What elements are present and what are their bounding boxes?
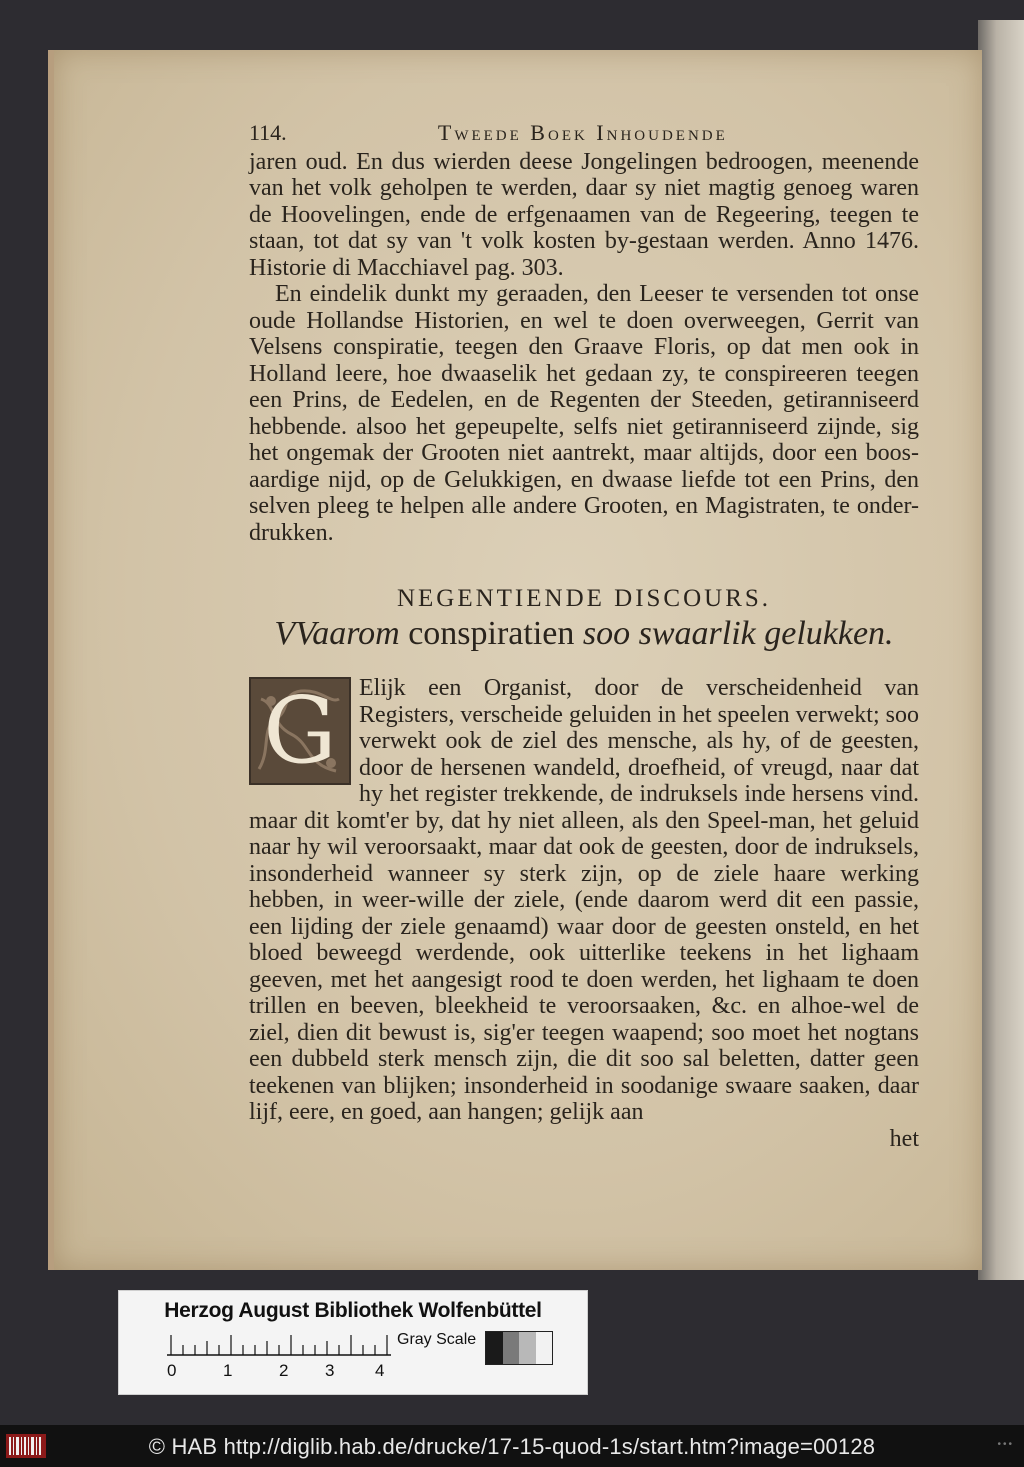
section-heading: NEGENTIENDE DISCOURS. [396, 585, 772, 612]
adjacent-page-edge [978, 20, 1024, 1280]
dots-icon[interactable]: ••• [997, 1439, 1014, 1450]
page-text-block [249, 120, 919, 1152]
ruler-number-0: 0 [167, 1361, 177, 1380]
body-section [249, 675, 919, 1152]
section-subtitle [249, 614, 919, 652]
ruler-number-4: 4 [375, 1361, 385, 1380]
paragraph-top-2: En eindelik dunkt my geraaden, den Leeser te versenden tot onse oude Hollandse Historien, en wel te doen overweegen, Gerrit van Velsens conspiratie, teegen den Graave Floris, op dat men ook in Holland leere, hoe dwaaselik het gedaan zy, te conspireeren teegen een Prins, de Eedelen, en de Regenten der Steeden, getiranniseerd hebbende. alsoo het gepeupelte, selfs niet getiranniseerd zijnde, sig het ongemak der Grooten niet aantrekt, maar altijds, door een boos-aardige nijd, op de Gelukkigen, en dwaase liefde tot een Prins, den selven pleeg te helpen alle andere Grooten, en Magistraten, te onder-drukken. [249, 281, 919, 546]
library-name: Herzog August Bibliothek Wolfenbüttel [164, 1299, 542, 1322]
subtitle-part-1: VVaarom [274, 614, 400, 652]
running-head [249, 120, 919, 147]
body-paragraph: Elijk een Organist, door de verscheidenheid van Registers, verscheide geluiden in het speelen verwekt; soo verwekt ook de ziel des mensche, als hy, of de geesten, door de hersenen wandeld, droefheid, of vreugd, naar dat hy het register trekkende, de indruksels inde hersens vind. maar dit komt'er by, dat hy niet alleen, als den Speel-man, het geluid naar hy wil veroorsaakt, maar dat ook de geesten, door de indruksels, insonderheid wanneer sy sterk zijn, op de ziele haare werking hebben, in weer-wille der ziele, (ende daarom werd dit een passie, een lijding der ziele genaamd) waar door de geesten onsteld, en het bloed beweegd werdende, ook uitterlike teekens in het lighaam geeven, met het aangesigt rood te doen werden, het lighaam te doen trillen en beeven, bleekheid te veroorsaaken, &c. en alhoe-wel de ziel, dien dit bewust is, sig'er teegen waapend; soo moet het nogtans een dubbeld sterk mensch zijn, die dit soo sal beletten, datter geen teekenen van blijken; insonderheid in soodanige swaare saaken, daar lijf, eere, en goed, aan hangen; gelijk aan [249, 675, 919, 1125]
initial-letter: G [263, 677, 337, 784]
subtitle-part-2: conspiratien [408, 614, 575, 652]
running-title: Tweede Boek Inhoudende [437, 120, 728, 145]
catchword: het [889, 1125, 919, 1152]
swatch-dark-gray [503, 1332, 520, 1364]
gray-scale-label: Gray Scale [397, 1331, 477, 1348]
swatch-light-gray [519, 1332, 536, 1364]
paragraph-top-1: jaren oud. En dus wierden deese Jongelingen bedroogen, meenende van het volk geholpen te werden, daar sy niet magtig genoeg waren de Hoovelingen, ende de erfgenaamen van de Regeering, teegen te staan, tot dat sy van 't volk kosten by-gestaan werden. Anno 1476. Historie di Macchiavel pag. 303. [249, 148, 919, 281]
ruler-number-2: 2 [279, 1361, 289, 1380]
page-number: 114. [249, 120, 287, 145]
footer-bar [0, 1425, 1024, 1467]
subtitle-part-3: soo swaarlik gelukken. [582, 614, 894, 652]
ruler-number-3: 3 [325, 1361, 335, 1380]
ruler-number-1: 1 [223, 1361, 233, 1380]
color-calibration-card [118, 1290, 588, 1395]
book-page [48, 50, 982, 1270]
decorated-initial [249, 677, 351, 785]
swatch-black [486, 1332, 503, 1364]
gray-scale-swatches [485, 1331, 553, 1365]
swatch-white [536, 1332, 553, 1364]
copyright-url[interactable]: © HAB http://diglib.hab.de/drucke/17-15-quod-1s/start.htm?image=00128 [148, 1434, 876, 1459]
